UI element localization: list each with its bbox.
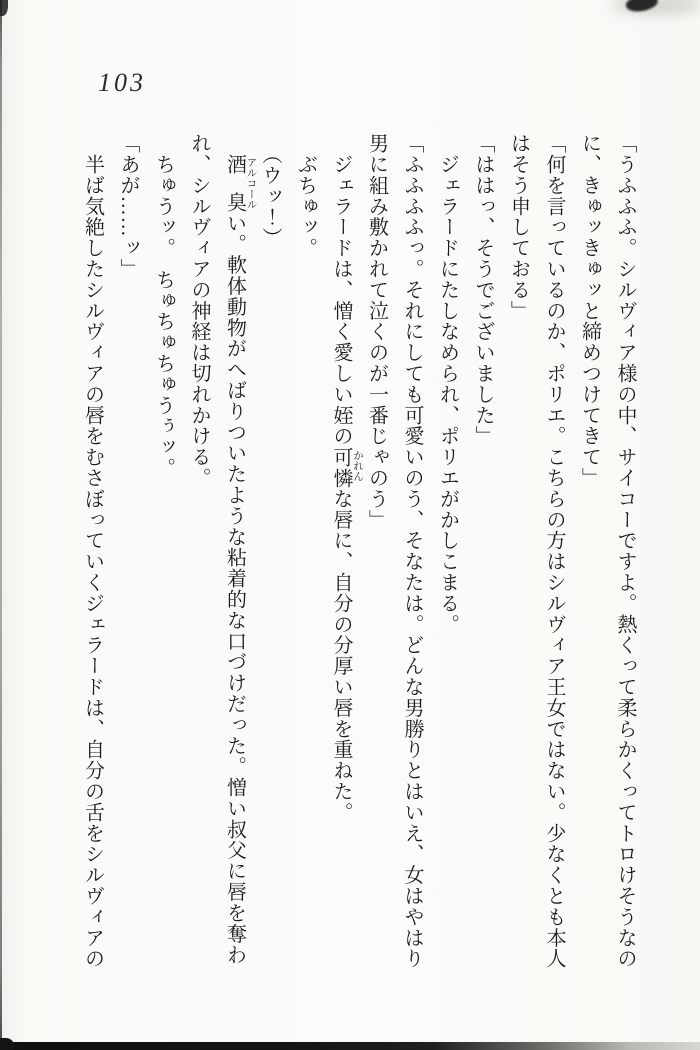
paragraph-11: 「あが……ッ」	[117, 133, 139, 280]
page-number: 103	[98, 68, 146, 97]
scan-edge-bottom-notch	[0, 1038, 14, 1050]
scan-edge-left	[0, 0, 2, 1050]
scan-edge-bottom	[0, 1042, 700, 1050]
paragraph-3: 「ははっ、そうでございました」	[472, 133, 494, 447]
paragraph-5: 「ふふふふっ。それにしても可愛いのう、そなたは。どんな男勝りとはいえ、女はやはり男に組み敷かれて泣くのが一番じゃのう」	[365, 133, 423, 969]
ruby-base: 可憐 かれん	[330, 446, 363, 489]
paragraph-1: 「うふふふ。シルヴィア様の中、サイコーですよ。熱くって柔らかくってトロけそうなのに、きゅッきゅッと締めつけてきて」	[578, 133, 636, 969]
paragraph-7: ぶちゅッ。	[294, 133, 317, 259]
paragraph-9: 酒 アルコール 臭い。軟体動物がへばりついたような粘着的な口づけだった。憎い叔父に唇を奪われ、シルヴィアの神経は切れかける。	[188, 133, 257, 966]
paragraph-10: ちゅうッ。 ちゅちゅちゅうぅッ。	[152, 133, 175, 479]
paragraph-6: ジェラードは、憎く愛しい姪の可憐 かれん な唇に、自分の分厚い唇を重ねた。	[330, 133, 363, 823]
paragraph-12: 半ば気絶したシルヴィアの唇をむさぼっていくジェラードは、自分の舌をシルヴィアの	[81, 133, 104, 969]
paragraph-4: ジェラードにたしなめられ、ポリエがかしこまる。	[436, 133, 459, 635]
ruby-base: 酒 アルコール	[223, 153, 257, 210]
text-block	[74, 133, 642, 973]
paragraph-2: 「何を言っているのか、ポリエ。こちらの方はシルヴィア王女ではない。少なくとも本人はそう申しておる」	[507, 133, 565, 969]
ruby-text: アルコール	[245, 156, 257, 210]
ruby-text: かれん	[352, 449, 363, 481]
paragraph-8: （ウッ！）	[259, 133, 281, 249]
scan-corner-mark	[0, 0, 8, 16]
